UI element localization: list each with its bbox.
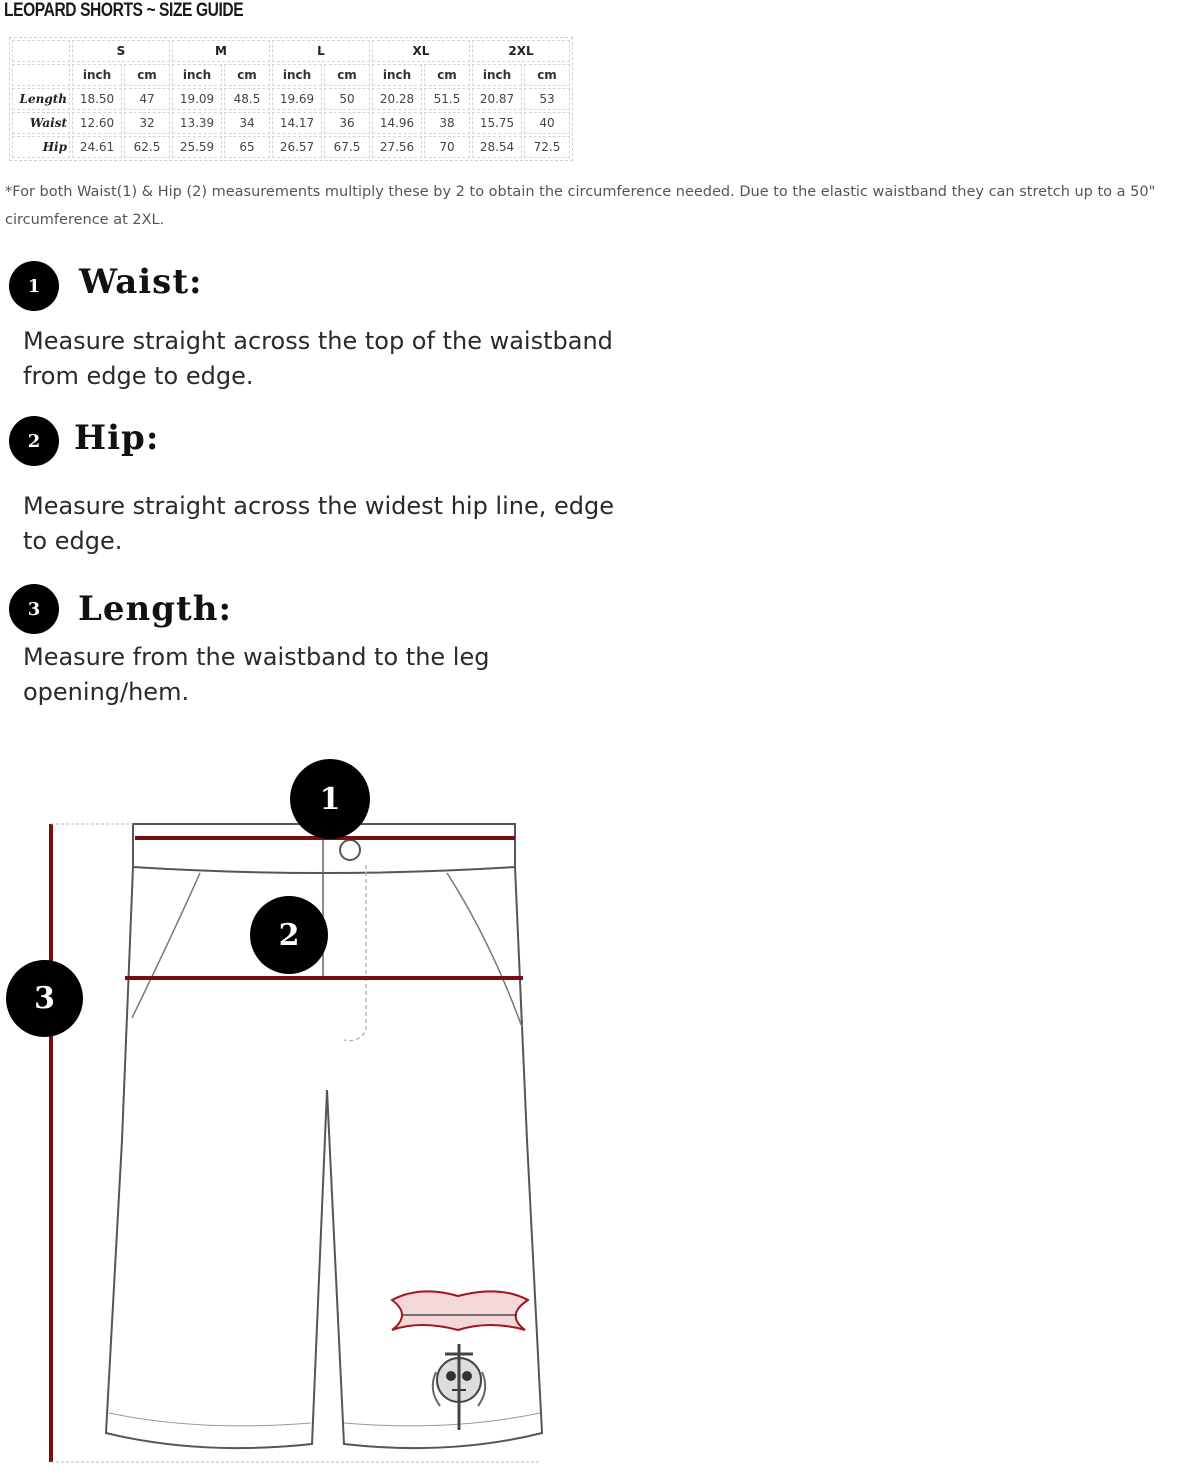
row-label-length: Length: [12, 88, 70, 110]
table-cell: 65: [224, 136, 270, 158]
right-pocket: [447, 873, 522, 1027]
shorts-outline: [106, 867, 542, 1448]
step-badge-1: 1: [9, 261, 59, 311]
table-cell: 34: [224, 112, 270, 134]
unit-cm: cm: [124, 64, 170, 86]
left-hem: [109, 1413, 311, 1426]
measurement-note: *For both Waist(1) & Hip (2) measurements multiply these by 2 to obtain the circumference needed. Due to the elastic waistband they can stretch up to a 50" circumference at 2XL.: [5, 184, 1156, 228]
section-text-length: Measure from the waistband to the leg opening/hem.: [23, 643, 490, 706]
table-cell: 36: [324, 112, 370, 134]
table-cell: 26.57: [272, 136, 322, 158]
section-heading-length: Length:: [78, 589, 233, 629]
unit-cm: cm: [424, 64, 470, 86]
right-hem: [344, 1413, 540, 1426]
diagram-marker-1: 1: [290, 759, 370, 839]
unit-inch: inch: [72, 64, 122, 86]
diagram-marker-3: 3: [6, 960, 83, 1037]
unit-cm: cm: [324, 64, 370, 86]
table-cell: 13.39: [172, 112, 222, 134]
table-cell: 53: [524, 88, 570, 110]
table-cell: 20.28: [372, 88, 422, 110]
step-badge-3: 3: [9, 584, 59, 634]
row-label-hip: Hip: [12, 136, 70, 158]
size-header-s: S: [72, 40, 170, 62]
table-cell: 19.69: [272, 88, 322, 110]
step-badge-2: 2: [9, 416, 59, 466]
shorts-measurement-diagram: [0, 740, 600, 1471]
table-cell: 62.5: [124, 136, 170, 158]
table-cell: 20.87: [472, 88, 522, 110]
unit-inch: inch: [472, 64, 522, 86]
button-icon: [340, 840, 360, 860]
table-cell: 28.54: [472, 136, 522, 158]
table-cell: 72.5: [524, 136, 570, 158]
table-cell: 40: [524, 112, 570, 134]
size-header-l: L: [272, 40, 370, 62]
table-cell: 12.60: [72, 112, 122, 134]
table-cell: 32: [124, 112, 170, 134]
table-cell: 14.96: [372, 112, 422, 134]
table-cell: 50: [324, 88, 370, 110]
section-heading-waist: Waist:: [79, 262, 203, 302]
table-cell: 51.5: [424, 88, 470, 110]
table-row-length: [12, 88, 570, 110]
table-cell: 18.50: [72, 88, 122, 110]
table-cell: 67.5: [324, 136, 370, 158]
shorts-illustration: [0, 740, 600, 1471]
unit-cm: cm: [524, 64, 570, 86]
unit-inch: inch: [372, 64, 422, 86]
table-cell: 47: [124, 88, 170, 110]
table-cell: 25.59: [172, 136, 222, 158]
table-cell: 24.61: [72, 136, 122, 158]
table-cell: 38: [424, 112, 470, 134]
section-text-hip: Measure straight across the widest hip line, edge to edge.: [23, 492, 614, 555]
page-title: LEOPARD SHORTS ~ SIZE GUIDE: [4, 0, 244, 21]
table-cell: 48.5: [224, 88, 270, 110]
table-cell: 70: [424, 136, 470, 158]
unit-header-row: [12, 64, 570, 86]
empty-corner-cell: [12, 40, 70, 62]
size-chart-table: [9, 37, 573, 161]
fly-stitch: [344, 865, 366, 1041]
size-header-row: [12, 40, 570, 62]
size-header-xl: XL: [372, 40, 470, 62]
table-cell: 14.17: [272, 112, 322, 134]
unit-inch: inch: [172, 64, 222, 86]
empty-corner-cell: [12, 64, 70, 86]
section-heading-hip: Hip:: [74, 418, 160, 458]
table-cell: 15.75: [472, 112, 522, 134]
table-row-hip: [12, 136, 570, 158]
diagram-marker-2: 2: [250, 896, 328, 974]
section-text-waist: Measure straight across the top of the waistband from edge to edge.: [23, 327, 613, 390]
band-logo-graphic: [392, 1291, 528, 1430]
unit-inch: inch: [272, 64, 322, 86]
table-cell: 19.09: [172, 88, 222, 110]
left-pocket: [132, 873, 200, 1018]
unit-cm: cm: [224, 64, 270, 86]
row-label-waist: Waist: [12, 112, 70, 134]
size-header-m: M: [172, 40, 270, 62]
table-cell: 27.56: [372, 136, 422, 158]
table-row-waist: [12, 112, 570, 134]
size-header-2xl: 2XL: [472, 40, 570, 62]
